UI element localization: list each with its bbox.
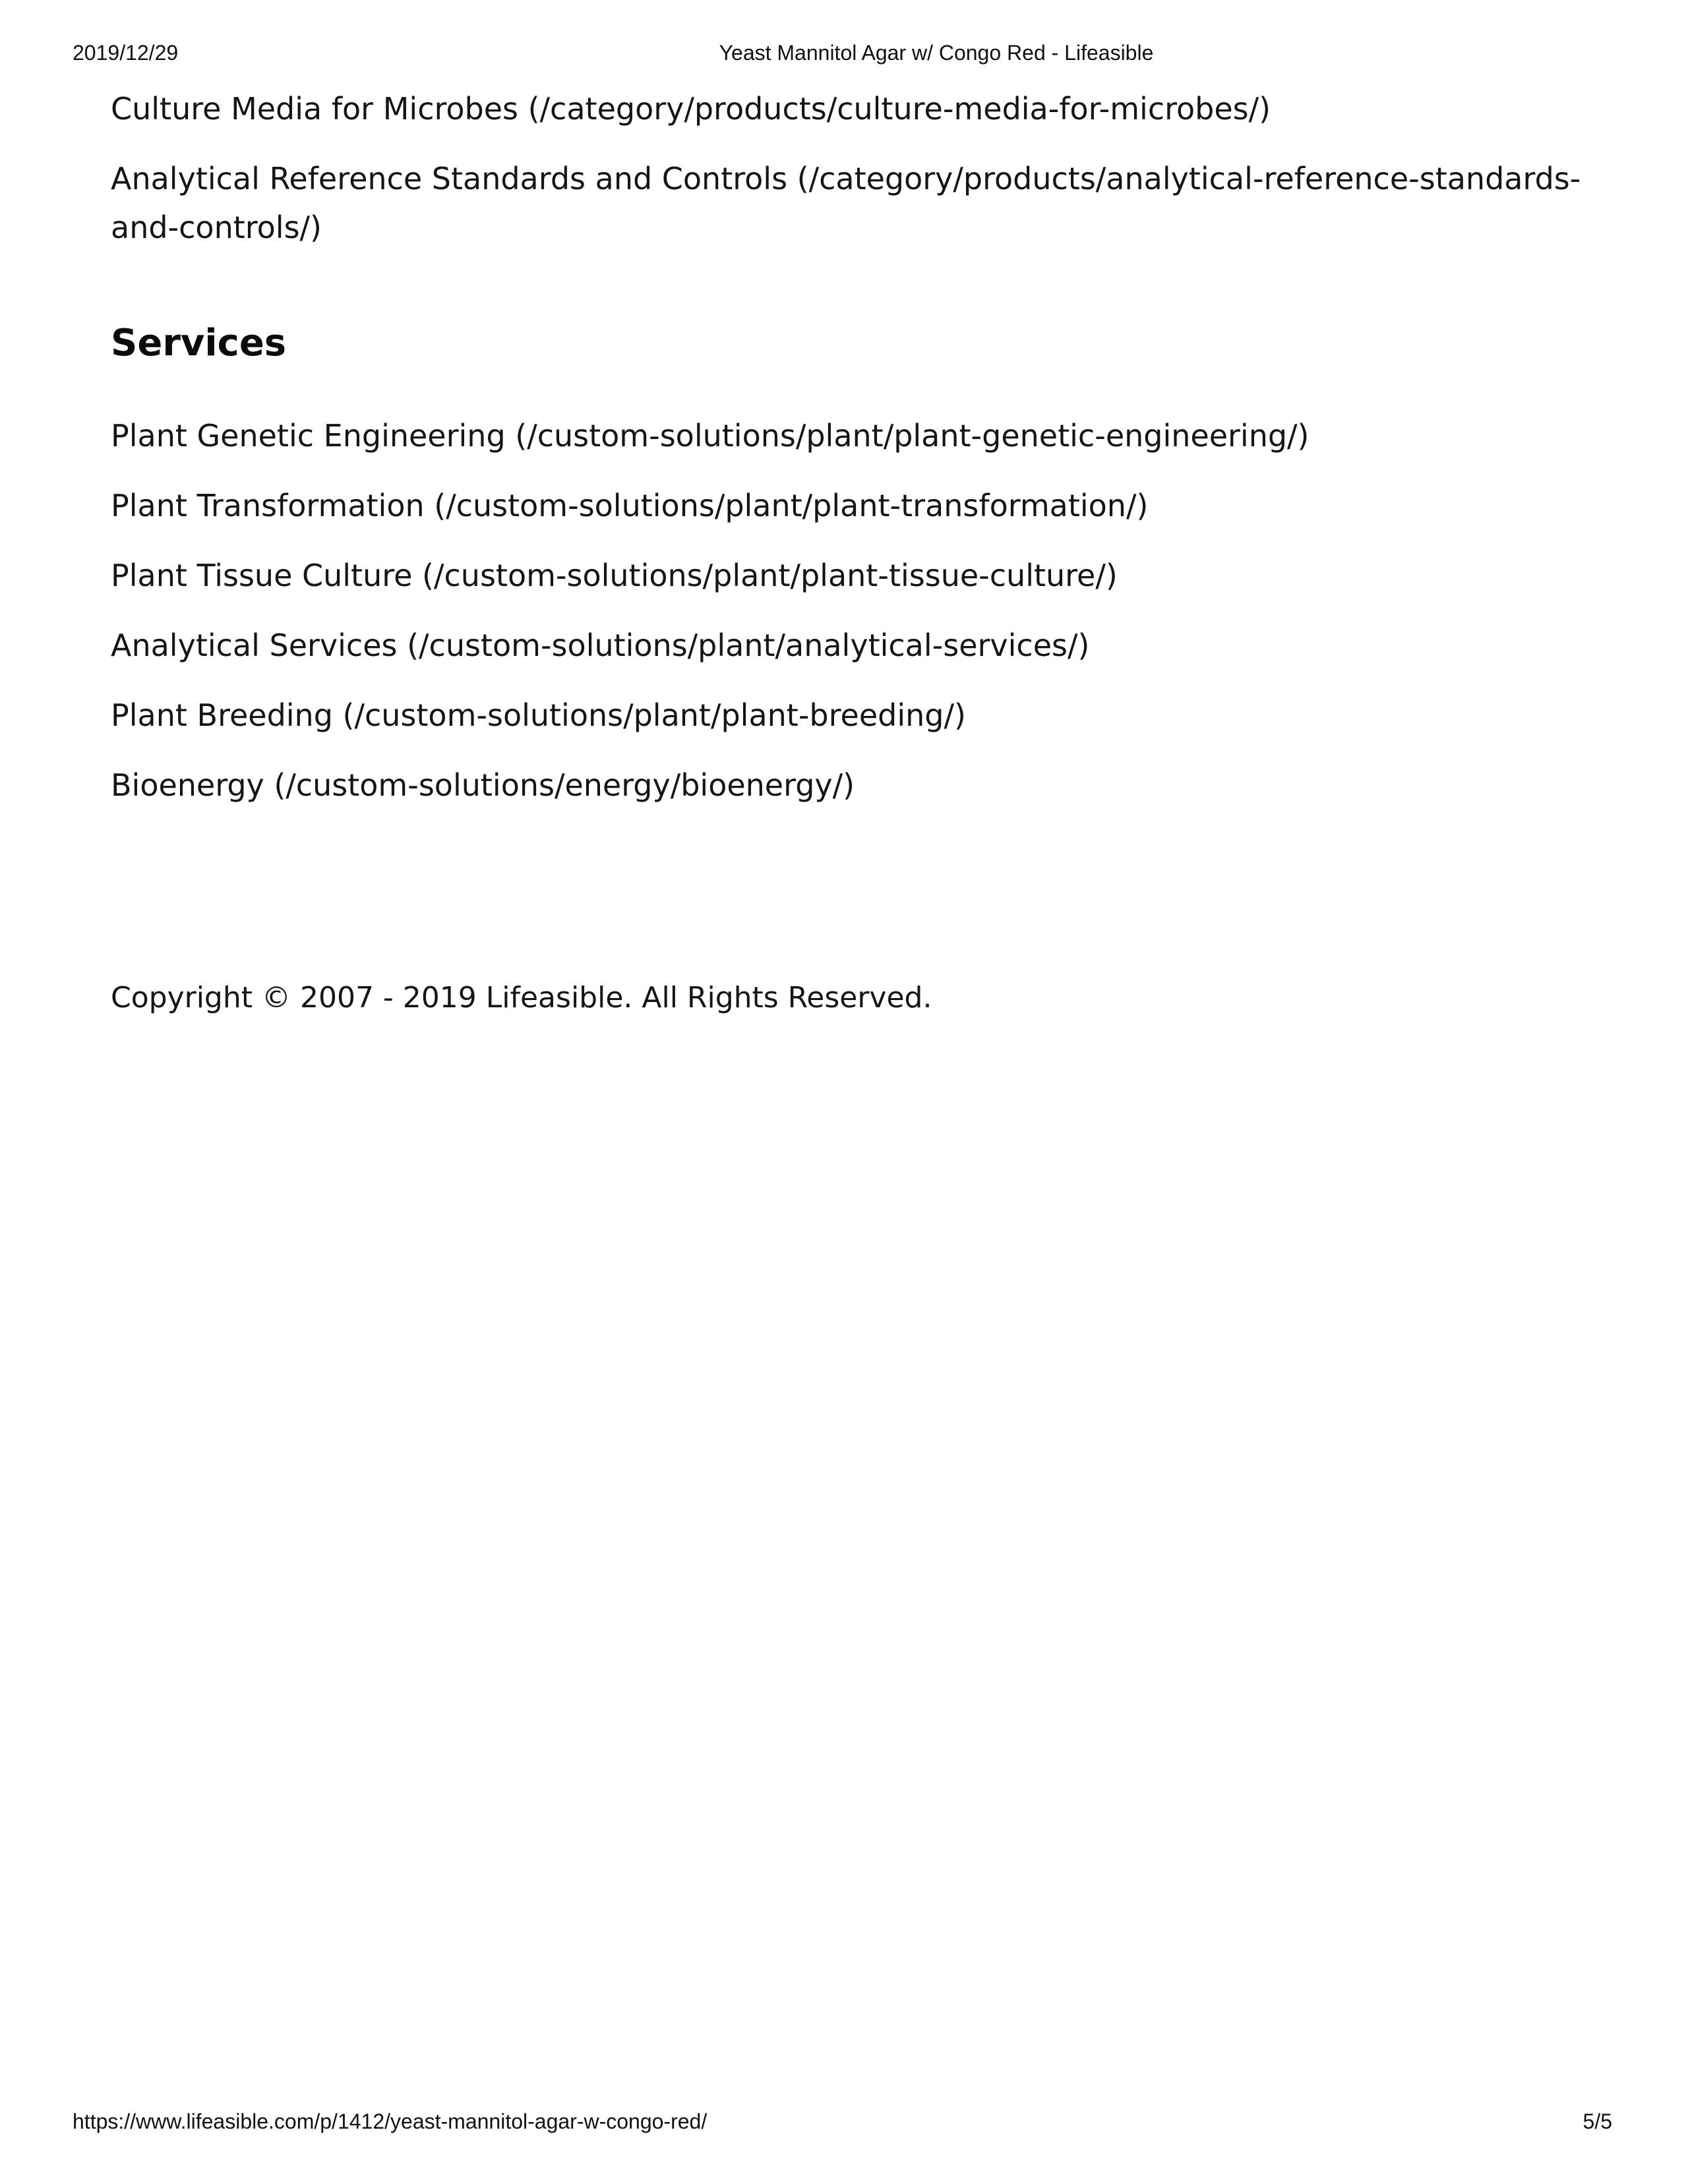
copyright-notice: Copyright © 2007 - 2019 Lifeasible. All Rights Reserved. [111,981,932,1015]
print-page-title: Yeast Mannitol Agar w/ Congo Red - Lifeasible [719,41,1154,65]
print-url: https://www.lifeasible.com/p/1412/yeast-mannitol-agar-w-congo-red/ [73,2110,708,2133]
link-analytical-services[interactable]: Analytical Services (/custom-solutions/plant/analytical-services/) [111,628,1090,663]
link-plant-transformation[interactable]: Plant Transformation (/custom-solutions/plant/plant-transformation/) [111,488,1149,523]
link-culture-media-for-microbes[interactable]: Culture Media for Microbes (/category/products/culture-media-for-microbes/) [111,91,1271,127]
products-link-list [111,84,1594,252]
services-heading: Services [111,322,287,365]
link-analytical-reference-standards[interactable]: Analytical Reference Standards and Controls (/category/products/analytical-reference-standards-and-controls/) [111,161,1581,245]
link-plant-breeding[interactable]: Plant Breeding (/custom-solutions/plant/plant-breeding/) [111,697,966,733]
print-page-number: 5/5 [1582,2110,1612,2133]
print-footer [0,2110,1688,2136]
services-link-list [111,411,1594,810]
page-content [111,84,1594,1047]
link-bioenergy[interactable]: Bioenergy (/custom-solutions/energy/bioenergy/) [111,767,855,803]
link-plant-genetic-engineering[interactable]: Plant Genetic Engineering (/custom-solutions/plant/plant-genetic-engineering/) [111,418,1310,454]
print-header [0,41,1688,67]
link-plant-tissue-culture[interactable]: Plant Tissue Culture (/custom-solutions/plant/plant-tissue-culture/) [111,558,1118,593]
print-date: 2019/12/29 [73,41,179,65]
